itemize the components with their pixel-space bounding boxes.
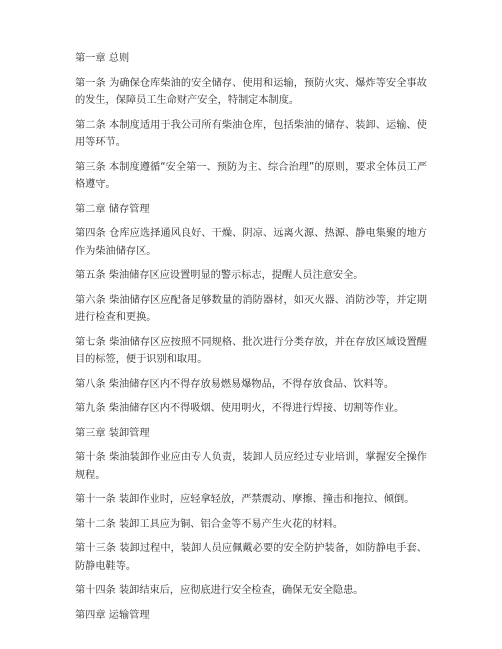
- chapter-heading-1: 第一章 总则: [75, 53, 130, 64]
- article-11: 第十一条 装卸作业时，应轻拿轻放，严禁震动、摩擦、撞击和拖拉、倾倒。: [75, 494, 415, 505]
- article-12: 第十二条 装卸工具应为铜、铝合金等不易产生火花的材料。: [75, 518, 344, 530]
- article-6: 第六条 柴油储存区应配备足够数量的消防器材，如灭火器、消防沙等，并定期进行检查和更换。: [75, 294, 427, 323]
- article-1: 第一条 为确保仓库柴油的安全储存、使用和运输，预防火灾、爆炸等安全事故的发生，保障员工生命财产安全，特制定本制度。: [75, 77, 427, 106]
- document-body: [75, 50, 427, 631]
- article-4: 第四条 仓库应选择通风良好、干燥、阴凉、远离火源、热源、静电集聚的地方作为柴油储存区。: [75, 228, 427, 257]
- chapter-heading-4: 第四章 运输管理: [75, 609, 150, 621]
- article-2: 第二条 本制度适用于我公司所有柴油仓库，包括柴油的储存、装卸、运输、使用等环节。: [75, 119, 427, 148]
- article-7: 第七条 柴油储存区应按照不同规格、批次进行分类存放，并在存放区域设置醒目的标签，便于识别和取用。: [75, 336, 427, 365]
- article-13: 第十三条 装卸过程中，装卸人员应佩戴必要的安全防护装备，如防静电手套、防静电鞋等。: [75, 543, 427, 572]
- article-14: 第十四条 装卸结束后，应彻底进行安全检查，确保无安全隐患。: [75, 585, 364, 596]
- article-10: 第十条 柴油装卸作业应由专人负责，装卸人员应经过专业培训，掌握安全操作规程。: [75, 452, 427, 481]
- article-3: 第三条 本制度遵循“安全第一、预防为主、综合治理”的原则，要求全体员工严格遵守。: [75, 161, 427, 190]
- chapter-heading-3: 第三章 装卸管理: [75, 427, 150, 439]
- article-5: 第五条 柴油储存区应设置明显的警示标志，提醒人员注意安全。: [75, 270, 364, 281]
- article-8: 第八条 柴油储存区内不得存放易燃易爆物品，不得存放食品、饮料等。: [75, 378, 395, 390]
- article-9: 第九条 柴油储存区内不得吸烟、使用明火，不得进行焊接、切割等作业。: [75, 403, 405, 414]
- chapter-heading-2: 第二章 储存管理: [75, 203, 150, 215]
